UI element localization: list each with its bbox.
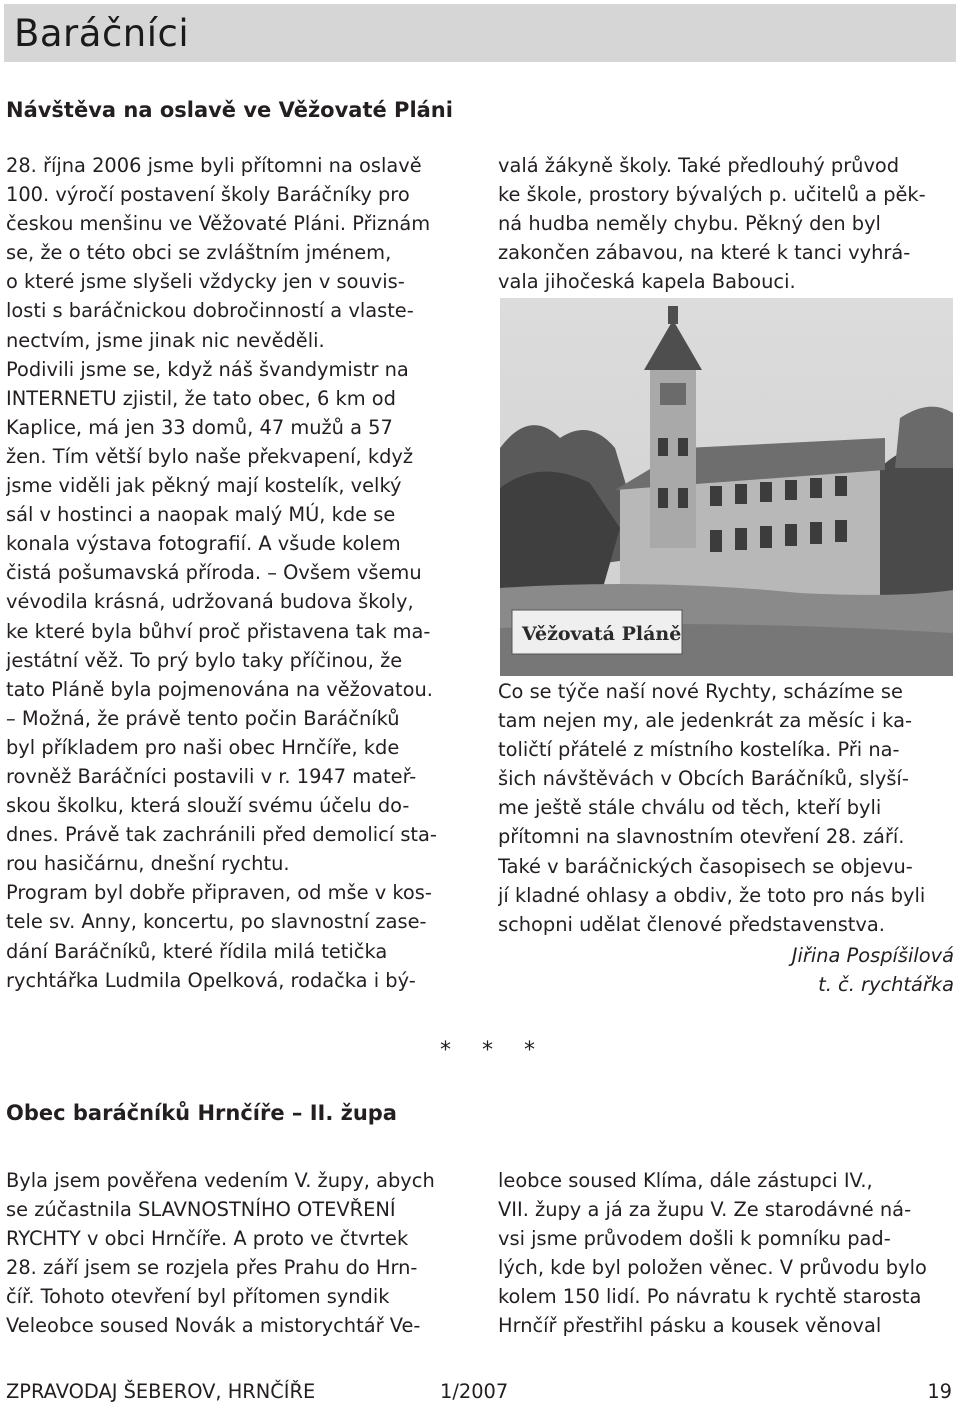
school-tower-image — [500, 298, 953, 676]
text-line: vévodila krásná, udržovaná budova školy, — [6, 590, 414, 614]
article-right-column-bottom — [498, 677, 956, 939]
article-title-2: Obec baráčníků Hrnčíře – II. župa — [6, 1101, 397, 1125]
text-line: jestátní věž. To prý bylo taky příčinou, že — [6, 648, 403, 672]
text-line: toličtí přátelé z místního kostelíka. Při na- — [498, 738, 900, 762]
footer-page-number: 19 — [927, 1380, 952, 1403]
footer-issue: 1/2007 — [440, 1380, 509, 1403]
text-line: jsme viděli jak pěkný mají kostelík, velký — [6, 474, 402, 498]
text-line: tele sv. Anny, koncertu, po slavnostní zase- — [6, 910, 427, 934]
text-line: dání Baráčníků, které řídila milá tetička — [6, 939, 388, 963]
article-left-column — [6, 151, 476, 995]
text-line: me ještě stále chválu od těch, kteří byli — [498, 796, 882, 820]
school-photo — [500, 298, 953, 676]
text-line: RYCHTY v obci Hrnčíře. A proto ve čtvrtek — [6, 1227, 409, 1251]
text-line: jí kladné ohlasy a obdiv, že toto pro nás byli — [498, 883, 926, 907]
text-line: leobce soused Klíma, dále zástupci IV., — [498, 1169, 873, 1192]
text-line: rovněž Baráčníci postavili v r. 1947 mateř- — [6, 764, 417, 788]
photo-sign-text: Věžovatá Pláně — [522, 623, 682, 645]
section-title: Baráčníci — [14, 12, 190, 55]
text-line: Co se týče naší nové Rychty, scházíme se — [498, 680, 903, 703]
text-line: Podivili jsme se, když náš švandymistr na — [6, 357, 409, 381]
text-line: se, že o této obci se zvláštním jménem, — [6, 241, 392, 265]
text-line: sál v hostinci a naopak malý MÚ, kde se — [6, 503, 396, 527]
text-line: rou hasičárnu, dnešní rychtu. — [6, 852, 290, 876]
text-line: ke které byla bůhví proč přistavena tak ma- — [6, 619, 431, 643]
text-line: vsi jsme průvodem došli k pomníku pad- — [498, 1227, 891, 1251]
article-right-column-top — [498, 151, 956, 296]
text-line: šich návštěvách v Obcích Baráčníků, slyší- — [498, 767, 909, 791]
text-line: o které jsme slyšeli vždycky jen v souvis- — [6, 270, 405, 294]
text-line: ná hudba neměly chybu. Pěkný den byl — [498, 212, 881, 236]
text-line: přítomni na slavnostním otevření 28. září. — [498, 825, 905, 849]
text-line: tato Pláně byla pojmenována na věžovatou. — [6, 677, 433, 701]
text-line: číř. Tohoto otevření byl přítomen syndik — [6, 1285, 390, 1309]
text-line: 100. výročí postavení školy Baráčníky pro — [6, 183, 410, 207]
text-line: Hrnčíř přestřihl pásku a kousek věnoval — [498, 1314, 882, 1338]
text-line: losti s baráčnickou dobročinností a vlaste- — [6, 299, 414, 323]
text-line: českou menšinu ve Věžovaté Pláni. Přiznám — [6, 212, 431, 236]
text-line: schopni udělat členové představenstva. — [498, 912, 885, 936]
text-line: čistá pošumavská příroda. – Ovšem všemu — [6, 561, 422, 585]
text-line: tam nejen my, ale jedenkrát za měsíc i ka- — [498, 709, 912, 733]
text-line: ke škole, prostory bývalých p. učitelů a pěk- — [498, 183, 926, 207]
text-line: lých, kde byl položen věnec. V průvodu bylo — [498, 1256, 927, 1280]
signature-role: t. č. rychtářka — [818, 973, 954, 996]
text-line: Byla jsem pověřena vedením V. župy, abych — [6, 1169, 435, 1192]
text-line: vala jihočeská kapela Babouci. — [498, 270, 796, 294]
text-line: se zúčastnila SLAVNOSTNÍHO OTEVŘENÍ — [6, 1198, 396, 1222]
text-line: Program byl dobře připraven, od mše v kos- — [6, 881, 432, 905]
section-header — [4, 4, 956, 62]
text-line: VII. župy a já za župu V. Ze starodávné ná- — [498, 1198, 912, 1222]
section-separator: * * * — [440, 1038, 547, 1063]
text-line: INTERNETU zjistil, že tato obec, 6 km od — [6, 386, 396, 410]
text-line: Kaplice, má jen 33 domů, 47 mužů a 57 — [6, 415, 393, 439]
text-line: – Možná, že právě tento počin Baráčníků — [6, 706, 400, 730]
text-line: Veleobce soused Novák a mistorychtář Ve- — [6, 1314, 421, 1338]
text-line: Také v baráčnických časopisech se objevu- — [498, 854, 913, 878]
text-line: rychtářka Ludmila Opelková, rodačka i bý- — [6, 968, 416, 992]
text-line: zakončen zábavou, na které k tanci vyhrá- — [498, 241, 911, 265]
article2-right-column — [498, 1166, 956, 1341]
text-line: žen. Tím větší bylo naše překvapení, když — [6, 444, 414, 468]
article2-left-column — [6, 1166, 476, 1341]
text-line: valá žákyně školy. Také předlouhý průvod — [498, 154, 900, 177]
signature-name: Jiřina Pospíšilová — [791, 944, 954, 967]
text-line: kolem 150 lidí. Po návratu k rychtě starosta — [498, 1285, 922, 1309]
text-line: 28. října 2006 jsme byli přítomni na oslavě — [6, 154, 422, 177]
text-line: konala výstava fotografií. A všude kolem — [6, 532, 401, 556]
text-line: skou školku, která slouží svému účelu do- — [6, 794, 410, 818]
text-line: byl příkladem pro naši obec Hrnčíře, kde — [6, 735, 400, 759]
text-line: dnes. Právě tak zachránili před demolicí sta- — [6, 823, 437, 847]
text-line: 28. září jsem se rozjela přes Prahu do Hrn- — [6, 1256, 418, 1280]
article-title: Návštěva na oslavě ve Věžovaté Pláni — [6, 98, 453, 122]
footer-publication: ZPRAVODAJ ŠEBEROV, HRNČÍŘE — [6, 1380, 316, 1403]
text-line: nectvím, jsme jinak nic nevěděli. — [6, 328, 325, 352]
